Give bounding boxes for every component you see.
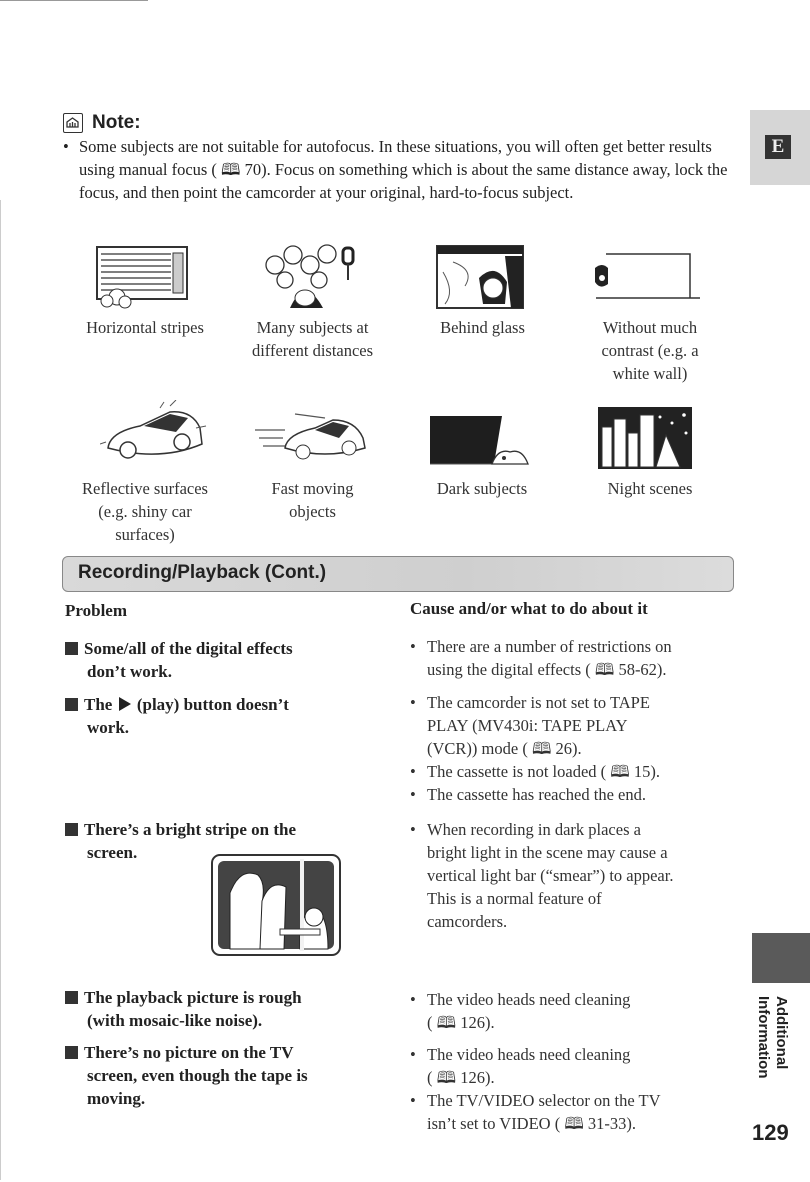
problem-digital-effects: Some/all of the digital effects don’t work.	[65, 637, 385, 683]
dark-subject-illustration	[428, 412, 533, 470]
problem-bright-stripe: There’s a bright stripe on the screen.	[65, 818, 385, 864]
problem-marker-icon	[65, 698, 78, 711]
problem-play-button: The (play) button doesn’t work.	[65, 693, 385, 739]
caption-fast-moving: Fast moving objects	[271, 479, 354, 521]
many-subjects-illustration	[255, 240, 365, 312]
reflective-car-illustration	[100, 400, 210, 468]
top-rule	[0, 0, 148, 1]
night-scene-illustration	[596, 405, 696, 471]
caption-horizontal-stripes: Horizontal stripes	[86, 318, 204, 337]
bullet: •	[63, 137, 69, 156]
answer-play-button: • The camcorder is not set to TAPE PLAY (MV430i: TAPE PLAY (VCR)) mode ( 🕮 26). • The cassette is not loaded ( 🕮 15). • The cassette has reached the end.	[410, 693, 660, 804]
caption-dark-subjects: Dark subjects	[436, 479, 528, 498]
answer-digital-effects: • There are a number of restrictions on using the digital effects ( 🕮 58-62).	[410, 637, 672, 679]
section-title: Recording/Playback (Cont.)	[78, 562, 327, 583]
chapter-tab-label: Additional Information	[755, 996, 790, 1079]
smear-illustration	[210, 853, 342, 958]
left-margin-rule	[0, 200, 1, 1180]
chapter-tab	[752, 933, 810, 983]
note-title: Note:	[92, 112, 141, 133]
problem-marker-icon	[65, 991, 78, 1004]
caption-many-subjects: Many subjects at different distances	[251, 318, 374, 360]
cause-column-header: Cause and/or what to do about it	[410, 599, 648, 618]
caption-behind-glass: Behind glass	[440, 318, 525, 337]
low-contrast-illustration	[592, 248, 702, 308]
horizontal-stripes-illustration	[95, 245, 195, 313]
problem-marker-icon	[65, 823, 78, 836]
caption-reflective: Reflective surfaces (e.g. shiny car surfaces)	[82, 479, 208, 544]
answer-bright-stripe: • When recording in dark places a bright light in the scene may cause a vertical light bar (“smear”) to appear. This is a normal feature of camcorders.	[410, 820, 674, 931]
answer-no-picture: • The video heads need cleaning ( 🕮 126). • The TV/VIDEO selector on the TV isn’t set to VIDEO ( 🕮 31-33).	[410, 1045, 661, 1133]
problem-no-picture: There’s no picture on the TV screen, even though the tape is moving.	[65, 1041, 385, 1110]
problem-marker-icon	[65, 1046, 78, 1059]
page-number: 129	[752, 1120, 789, 1145]
note-paragraph	[63, 135, 728, 204]
caption-low-contrast: Without much contrast (e.g. a white wall)	[601, 318, 699, 383]
answer-rough-picture: • The video heads need cleaning ( 🕮 126).	[410, 990, 631, 1032]
caption-night-scenes: Night scenes	[607, 479, 693, 498]
play-icon	[119, 697, 131, 711]
problem-marker-icon	[65, 642, 78, 655]
problem-column-header: Problem	[65, 601, 128, 620]
note-icon	[63, 113, 83, 133]
language-tab-label: E	[765, 135, 791, 159]
note-body: Some subjects are not suitable for autofocus. In these situations, you will often get better results using manual focus ( 🕮 70). Focus on something which is about the same distance away, lock the focus, and then point the camcorder at your original, hard-to-focus subject.	[79, 137, 728, 202]
fast-car-illustration	[255, 408, 370, 466]
behind-glass-illustration	[435, 242, 530, 312]
problem-rough-picture: The playback picture is rough (with mosaic-like noise).	[65, 986, 385, 1032]
